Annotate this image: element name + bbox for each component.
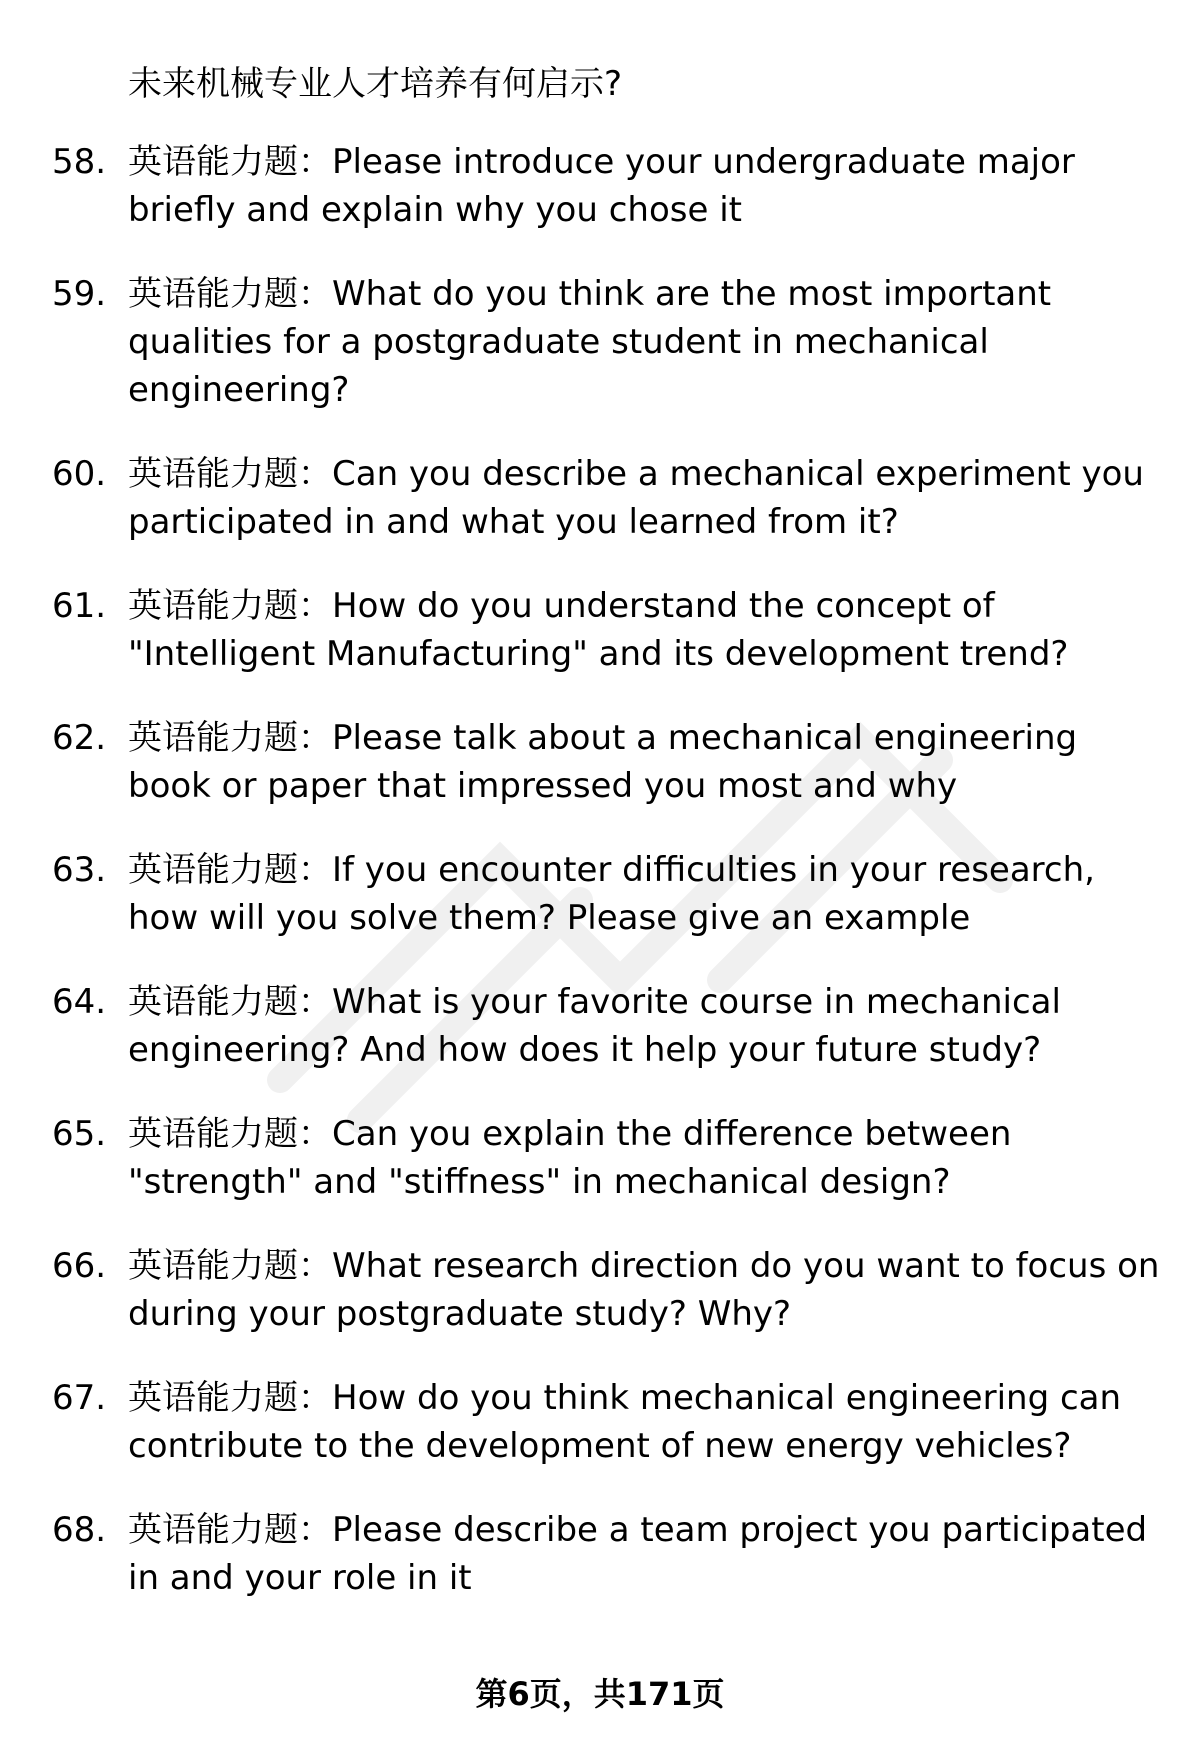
list-item xyxy=(52,846,1162,942)
continuation-text: 未来机械专业人才培养有何启示? xyxy=(128,64,623,104)
question-number: 58. xyxy=(52,142,107,182)
list-item xyxy=(52,1506,1162,1602)
list-item xyxy=(52,1374,1162,1470)
question-text: 英语能力题：Please talk about a mechanical engineering book or paper that impressed you most and why xyxy=(128,718,1078,806)
question-number: 66. xyxy=(52,1246,107,1286)
question-number: 63. xyxy=(52,850,107,890)
question-number: 60. xyxy=(52,454,107,494)
list-item xyxy=(52,714,1162,810)
question-text: 英语能力题：What is your favorite course in mechanical engineering? And how does it help your future study? xyxy=(128,982,1061,1070)
question-text: 英语能力题：If you encounter difficulties in your research, how will you solve them? Please give an example xyxy=(128,850,1095,938)
question-text: 英语能力题：Please describe a team project you participated in and your role in it xyxy=(128,1510,1148,1598)
list-item xyxy=(52,270,1162,414)
question-number: 62. xyxy=(52,718,107,758)
question-number: 68. xyxy=(52,1510,107,1550)
question-number: 65. xyxy=(52,1114,107,1154)
question-text: 英语能力题：What research direction do you want to focus on during your postgraduate study? Why? xyxy=(128,1246,1160,1334)
question-number: 67. xyxy=(52,1378,107,1418)
question-text: 英语能力题：Please introduce your undergraduate major briefly and explain why you chose it xyxy=(128,142,1075,230)
question-text: 英语能力题：Can you explain the difference between "strength" and "stiffness" in mechanical design? xyxy=(128,1114,1012,1202)
question-text: 英语能力题：Can you describe a mechanical experiment you participated in and what you learned from it? xyxy=(128,454,1144,542)
list-item xyxy=(52,978,1162,1074)
list-item xyxy=(52,450,1162,546)
question-number: 64. xyxy=(52,982,107,1022)
question-number: 61. xyxy=(52,586,107,626)
question-list xyxy=(52,138,1162,1638)
list-item xyxy=(52,582,1162,678)
list-item xyxy=(52,1242,1162,1338)
question-text: 英语能力题：What do you think are the most important qualities for a postgraduate student in mechanical engineering? xyxy=(128,274,1052,410)
question-text: 英语能力题：How do you think mechanical engineering can contribute to the development of new energy vehicles? xyxy=(128,1378,1122,1466)
question-text: 英语能力题：How do you understand the concept of "Intelligent Manufacturing" and its development trend? xyxy=(128,586,1069,674)
page-footer: 第6页，共171页 xyxy=(475,1675,725,1713)
list-item xyxy=(52,138,1162,234)
list-item xyxy=(52,1110,1162,1206)
question-number: 59. xyxy=(52,274,107,314)
